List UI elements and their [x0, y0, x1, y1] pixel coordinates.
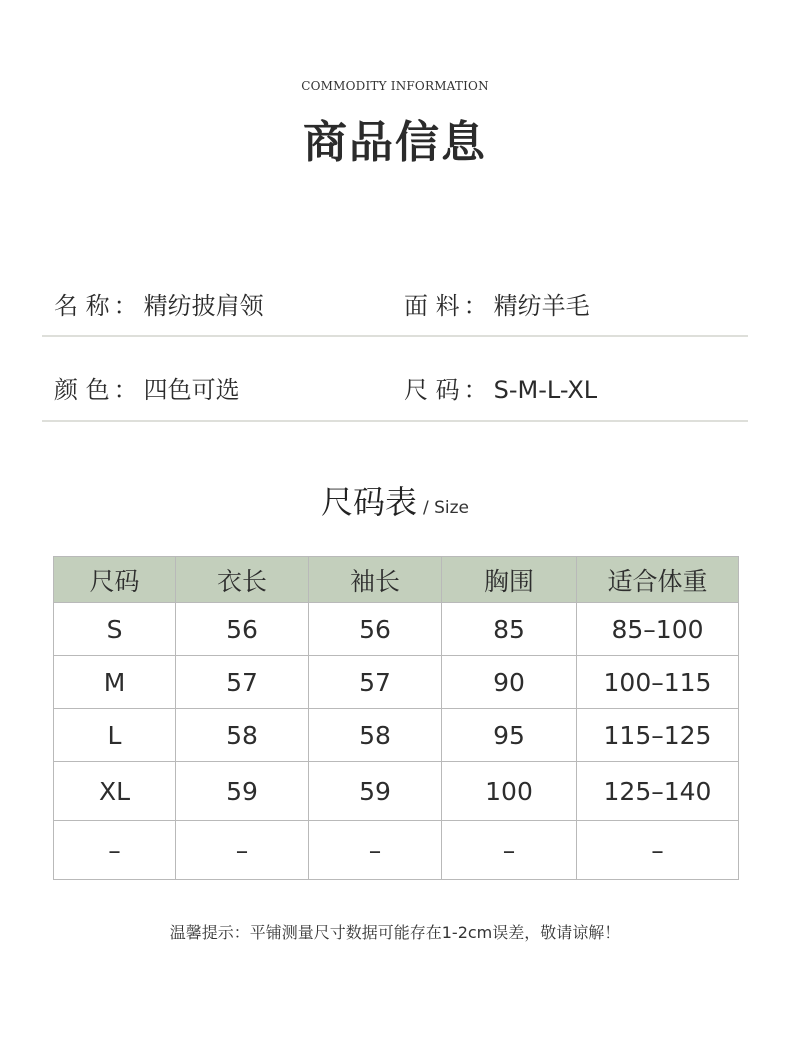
info-value: 四色可选: [143, 376, 240, 404]
table-cell: S: [54, 603, 176, 656]
table-header-cell: 袖长: [309, 557, 442, 603]
table-cell: 59: [309, 762, 442, 821]
table-row: [54, 656, 739, 709]
table-row: [54, 821, 739, 880]
info-name: [54, 286, 264, 321]
info-value: 精纺披肩领: [143, 292, 264, 320]
info-separator: ：: [463, 292, 488, 320]
table-cell: XL: [54, 762, 176, 821]
table-cell: L: [54, 709, 176, 762]
table-cell: 58: [176, 709, 309, 762]
table-cell: 85–100: [577, 603, 739, 656]
table-cell: 56: [176, 603, 309, 656]
info-label: 名 称: [54, 292, 110, 320]
table-cell: 57: [176, 656, 309, 709]
table-cell: –: [54, 821, 176, 880]
table-cell: 57: [309, 656, 442, 709]
section-eyebrow: COMMODITY INFORMATION: [301, 79, 489, 93]
info-separator: ：: [113, 292, 138, 320]
size-table: [53, 556, 739, 880]
info-separator: ：: [463, 376, 488, 404]
info-color: [54, 370, 240, 405]
table-row: [54, 709, 739, 762]
table-row: [54, 762, 739, 821]
table-cell: –: [577, 821, 739, 880]
table-cell: 59: [176, 762, 309, 821]
divider: [42, 335, 748, 337]
table-cell: –: [442, 821, 577, 880]
table-cell: 115–125: [577, 709, 739, 762]
table-cell: 95: [442, 709, 577, 762]
table-header-row: [54, 557, 739, 603]
table-cell: 56: [309, 603, 442, 656]
size-chart-title: 尺码表: [320, 483, 417, 521]
table-cell: –: [176, 821, 309, 880]
table-cell: M: [54, 656, 176, 709]
info-separator: ：: [113, 376, 138, 404]
table-row: [54, 603, 739, 656]
table-header-cell: 胸围: [442, 557, 577, 603]
info-label: 颜 色: [54, 376, 110, 404]
table-cell: 125–140: [577, 762, 739, 821]
info-value: 精纺羊毛: [493, 292, 590, 320]
size-chart-subtitle: / Size: [422, 498, 470, 518]
info-size: [404, 370, 597, 405]
info-fabric: [404, 286, 590, 321]
info-value: S-M-L-XL: [493, 376, 598, 404]
table-cell: –: [309, 821, 442, 880]
table-cell: 90: [442, 656, 577, 709]
table-header-cell: 适合体重: [577, 557, 739, 603]
divider: [42, 420, 748, 422]
table-cell: 100: [442, 762, 577, 821]
table-cell: 100–115: [577, 656, 739, 709]
measurement-note: 温馨提示：平铺测量尺寸数据可能存在1-2cm误差，敬请谅解！: [169, 923, 621, 942]
size-chart-heading: [0, 477, 790, 523]
table-cell: 85: [442, 603, 577, 656]
info-label: 面 料: [404, 292, 460, 320]
table-cell: 58: [309, 709, 442, 762]
page-title: 商品信息: [303, 117, 487, 168]
table-header-cell: 尺码: [54, 557, 176, 603]
info-label: 尺 码: [404, 376, 460, 404]
table-header-cell: 衣长: [176, 557, 309, 603]
